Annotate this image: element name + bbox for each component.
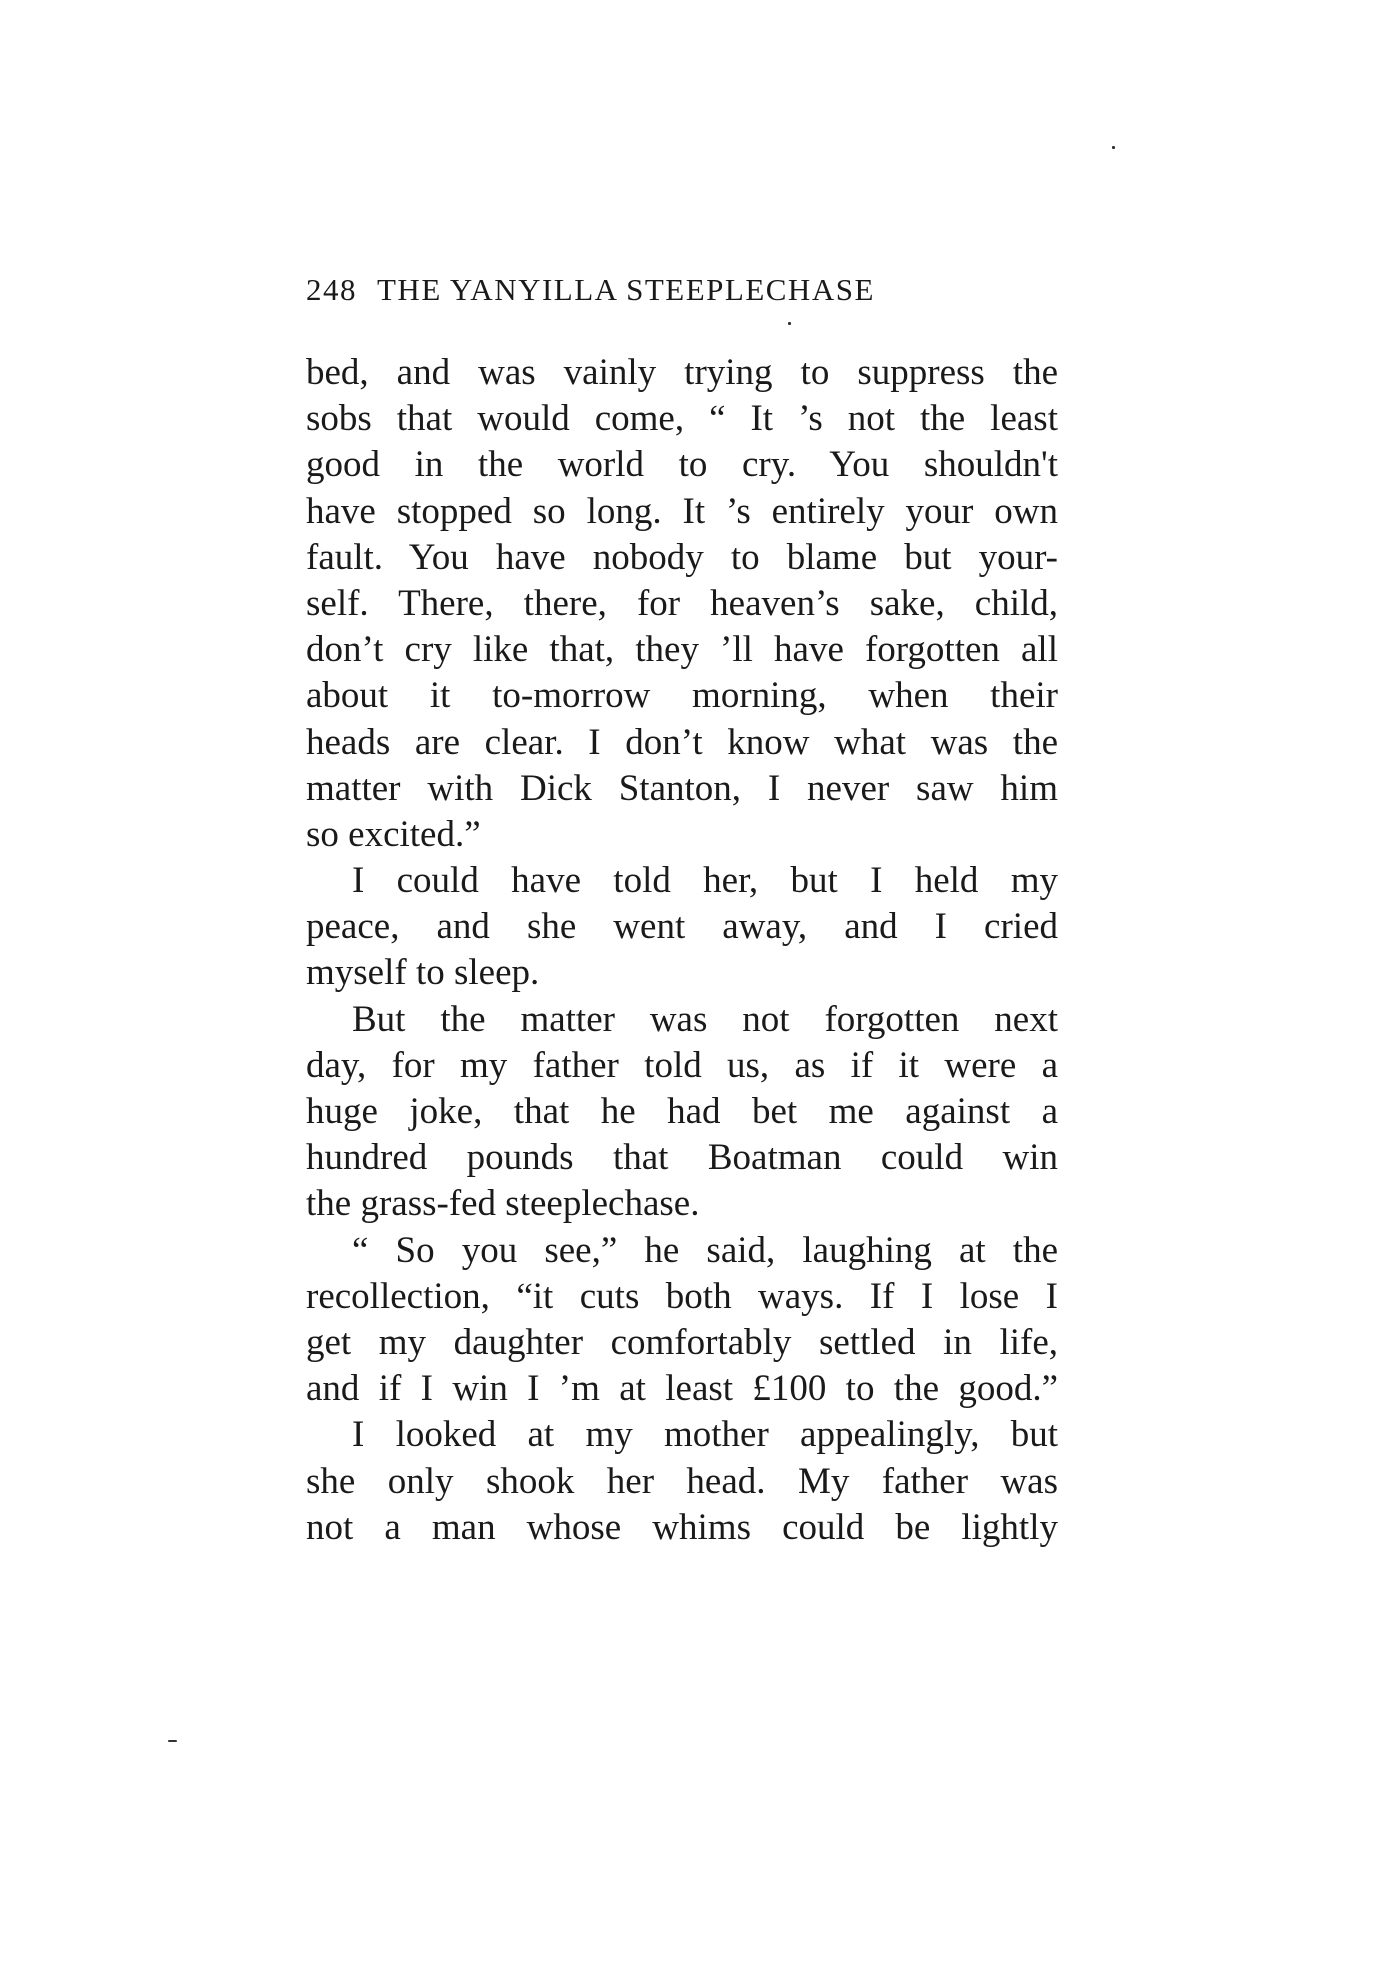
running-head [306,272,1066,308]
scan-speck [168,1740,177,1742]
text-line: not a man whose whims could be lightly [306,1506,1058,1548]
text-line: have stopped so long. It ’s entirely your own [306,490,1058,532]
text-line: recollection, “it cuts both ways. If I lose I [306,1275,1058,1317]
text-line: day, for my father told us, as if it were a [306,1044,1058,1086]
text-line: so excited.” [306,813,481,855]
text-line: matter with Dick Stanton, I never saw him [306,767,1058,809]
text-line: sobs that would come, “ It ’s not the least [306,398,1058,440]
text-line: I looked at my mother appealingly, but [352,1414,1058,1456]
scan-speck [788,322,791,325]
text-line: peace, and she went away, and I cried [306,906,1058,948]
text-line: about it to-morrow morning, when their [306,675,1058,717]
scan-speck [1112,146,1115,149]
text-line: self. There, there, for heaven’s sake, child, [306,582,1058,624]
text-line: fault. You have nobody to blame but your- [306,536,1058,578]
text-line: I could have told her, but I held my [352,860,1058,902]
text-line: myself to sleep. [306,952,540,994]
text-line: she only shook her head. My father was [306,1460,1058,1502]
text-line: huge joke, that he had bet me against a [306,1091,1058,1132]
page-number: 248 [306,272,357,307]
text-line: bed, and was vainly trying to suppress the [306,352,1058,393]
text-line: But the matter was not forgotten next [352,998,1058,1040]
text-line: “ So you see,” he said, laughing at the [352,1229,1058,1271]
text-line: heads are clear. I don’t know what was the [306,721,1058,763]
text-line: get my daughter comfortably settled in life, [306,1321,1058,1363]
text-line: don’t cry like that, they ’ll have forgotten all [306,629,1058,671]
text-line: the grass-fed steeplechase. [306,1183,700,1225]
text-line: and if I win I ’m at least £100 to the good.” [306,1368,1058,1410]
text-line: hundred pounds that Boatman could win [306,1137,1058,1179]
body-text [306,350,1058,1551]
text-line: good in the world to cry. You shouldn't [306,444,1058,486]
running-title: THE YANYILLA STEEPLECHASE [377,272,875,307]
